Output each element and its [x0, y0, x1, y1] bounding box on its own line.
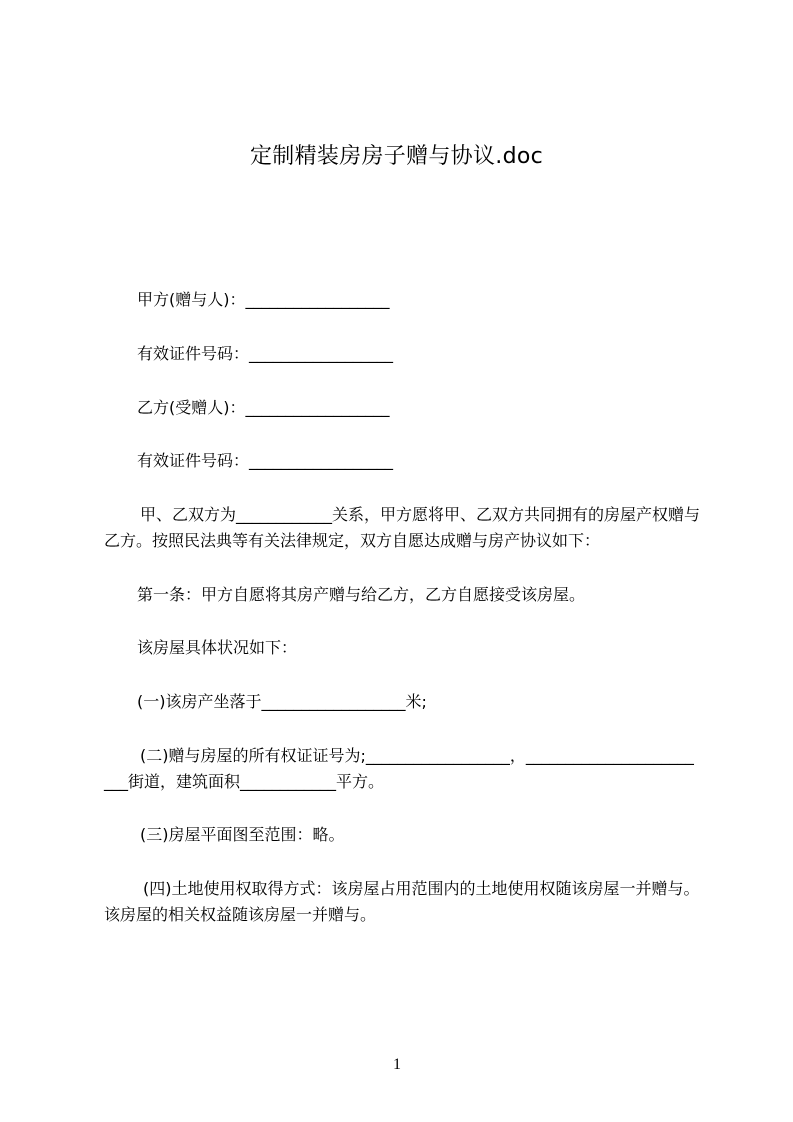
house-status-heading: 该房屋具体状况如下：: [137, 638, 298, 657]
article-1: 第一条：甲方自愿将其房产赠与给乙方，乙方自愿接受该房屋。: [137, 585, 586, 604]
intro-paragraph-line-1: 甲、乙双方为____________关系，甲方愿将甲、乙双方共同拥有的房屋产权赠与: [140, 505, 701, 524]
party-b-id-label: 有效证件号码：: [137, 451, 250, 470]
party-b-label: 乙方(受赠人)：: [137, 398, 246, 417]
party-a-id-blank: __________________: [249, 344, 394, 363]
party-b-line: [137, 398, 390, 418]
document-title: 定制精装房房子赠与协议.doc: [249, 144, 543, 169]
party-a-line: [137, 290, 390, 310]
item-1-location: (一)该房产坐落于__________________米;: [137, 692, 427, 711]
item-2-certificate-line-1: (二)赠与房屋的所有权证证号为;__________________，_____________________: [140, 746, 694, 765]
item-2-certificate-line-2: ___街道，建筑面积____________平方。: [104, 772, 385, 791]
party-a-blank: __________________: [245, 290, 390, 309]
party-b-id-line: [137, 451, 393, 471]
party-b-id-blank: __________________: [249, 451, 394, 470]
item-4-land-use-line-1: (四)土地使用权取得方式：该房屋占用范围内的土地使用权随该房屋一并赠与。: [143, 879, 700, 898]
item-4-land-use-line-2: 该房屋的相关权益随该房屋一并赠与。: [104, 905, 377, 924]
party-b-blank: __________________: [245, 398, 390, 417]
intro-paragraph-line-2: 乙方。按照民法典等有关法律规定，双方自愿达成赠与房产协议如下：: [104, 531, 601, 550]
item-3-floor-plan: (三)房屋平面图至范围：略。: [140, 825, 345, 844]
party-a-label: 甲方(赠与人)：: [137, 290, 246, 309]
party-a-id-line: [137, 344, 393, 364]
party-a-id-label: 有效证件号码：: [137, 344, 250, 363]
page-number: 1: [393, 1056, 401, 1073]
